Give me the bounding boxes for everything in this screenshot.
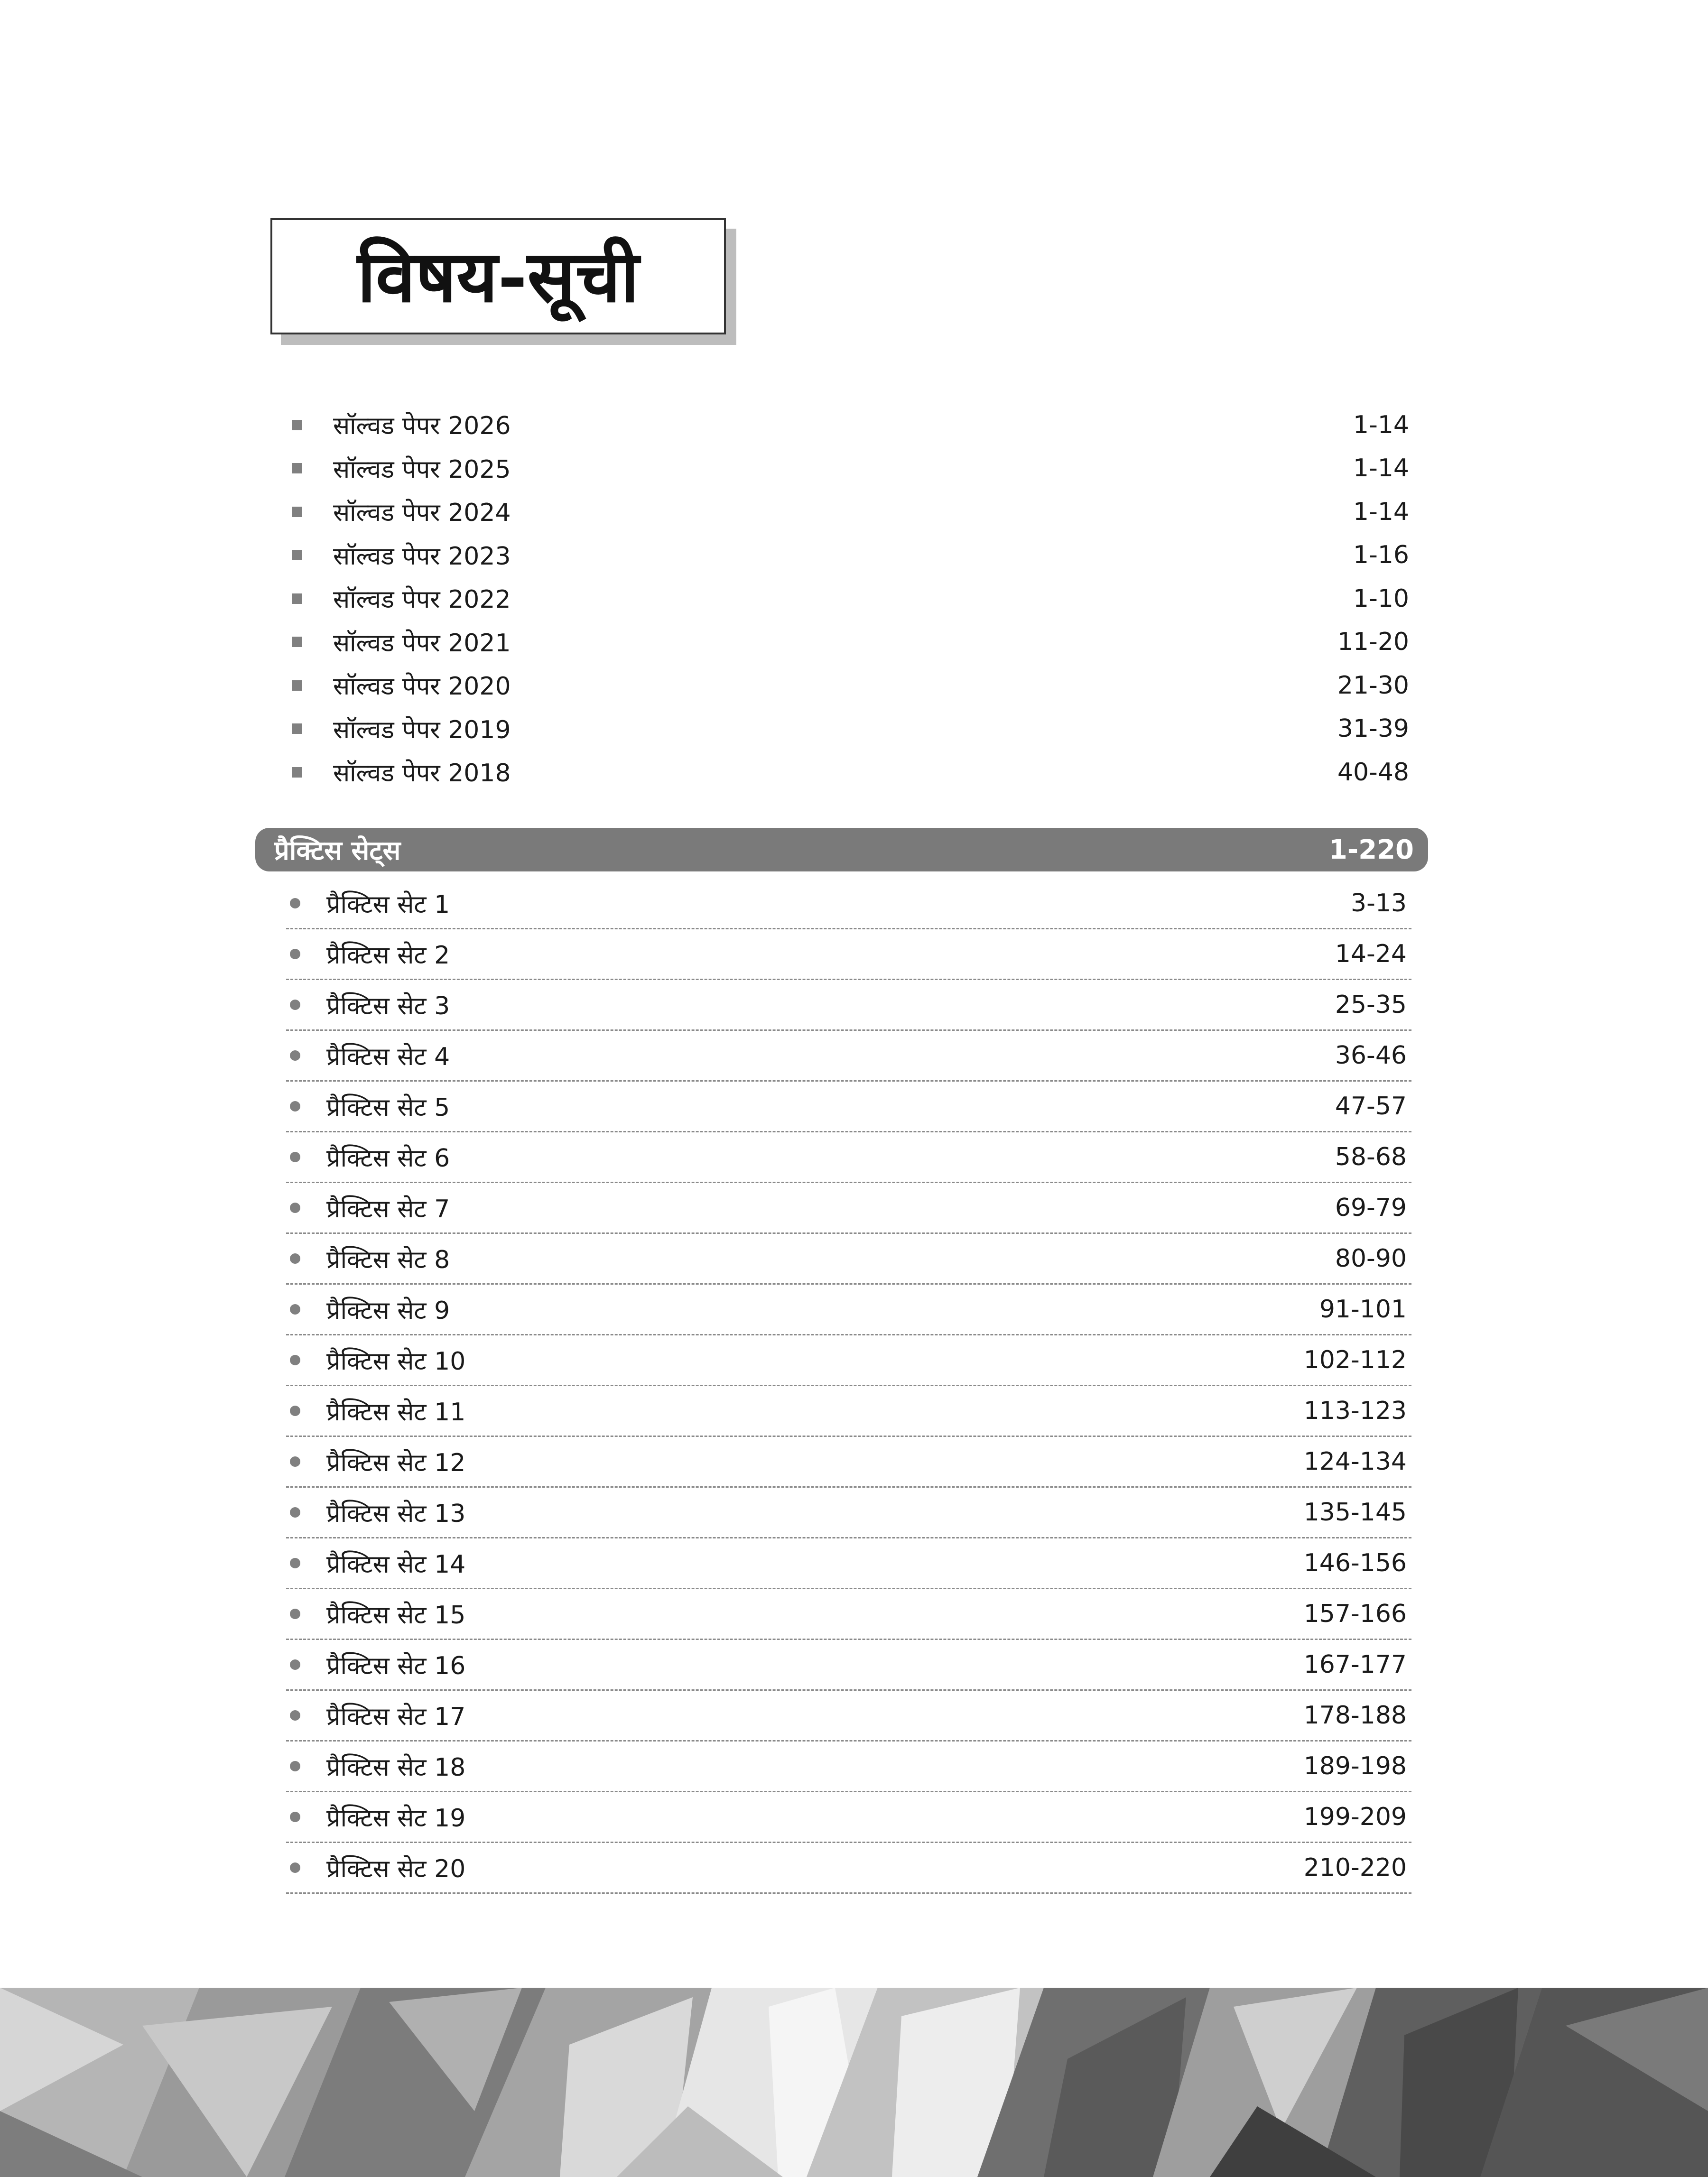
list-item[interactable]: [286, 1843, 1411, 1894]
list-item[interactable]: [285, 403, 1414, 447]
page-title: विषय-सूची: [357, 234, 639, 318]
item-pages: 91-101: [1319, 1295, 1407, 1324]
list-item[interactable]: [285, 447, 1414, 491]
item-pages: 189-198: [1303, 1752, 1407, 1780]
practice-sets-section-header[interactable]: [255, 828, 1428, 871]
circle-bullet-icon: [290, 1253, 300, 1264]
list-item[interactable]: [286, 1234, 1411, 1285]
circle-bullet-icon: [290, 1558, 300, 1568]
item-label: सॉल्वड पेपर 2023: [333, 542, 511, 571]
item-label: प्रैक्टिस सेट 12: [326, 1448, 466, 1477]
item-pages: 178-188: [1303, 1701, 1407, 1730]
square-bullet-icon: [292, 507, 302, 517]
square-bullet-icon: [292, 420, 302, 430]
item-pages: 14-24: [1335, 940, 1407, 968]
circle-bullet-icon: [290, 1152, 300, 1162]
item-label: प्रैक्टिस सेट 4: [326, 1042, 450, 1071]
item-label: प्रैक्टिस सेट 8: [326, 1245, 450, 1274]
square-bullet-icon: [292, 463, 302, 473]
list-item[interactable]: [285, 577, 1414, 621]
list-item[interactable]: [285, 707, 1414, 751]
square-bullet-icon: [292, 637, 302, 647]
item-label: प्रैक्टिस सेट 10: [326, 1347, 466, 1376]
item-pages: 146-156: [1303, 1549, 1407, 1577]
item-pages: 102-112: [1303, 1346, 1407, 1374]
item-label: सॉल्वड पेपर 2021: [333, 629, 511, 658]
list-item[interactable]: [285, 490, 1414, 534]
list-item[interactable]: [286, 1285, 1411, 1335]
item-pages: 124-134: [1303, 1447, 1407, 1476]
list-item[interactable]: [286, 1031, 1411, 1082]
circle-bullet-icon: [290, 1812, 300, 1822]
page-title-box: [270, 218, 726, 334]
item-pages: 3-13: [1350, 889, 1407, 917]
list-item[interactable]: [286, 1691, 1411, 1742]
square-bullet-icon: [292, 680, 302, 691]
item-label: प्रैक्टिस सेट 14: [326, 1550, 466, 1579]
item-label: प्रैक्टिस सेट 2: [326, 941, 450, 970]
list-item[interactable]: [286, 1082, 1411, 1132]
circle-bullet-icon: [290, 1355, 300, 1365]
square-bullet-icon: [292, 550, 302, 560]
item-pages: 58-68: [1335, 1143, 1407, 1171]
list-item[interactable]: [286, 1132, 1411, 1183]
square-bullet-icon: [292, 723, 302, 734]
item-pages: 1-14: [1353, 454, 1409, 483]
item-label: प्रैक्टिस सेट 20: [326, 1854, 466, 1883]
list-item[interactable]: [286, 1386, 1411, 1437]
circle-bullet-icon: [290, 1050, 300, 1061]
item-pages: 80-90: [1335, 1244, 1407, 1273]
circle-bullet-icon: [290, 949, 300, 959]
item-pages: 25-35: [1335, 991, 1407, 1019]
list-item[interactable]: [286, 879, 1411, 929]
square-bullet-icon: [292, 767, 302, 778]
item-label: प्रैक्टिस सेट 1: [326, 890, 450, 919]
item-label: सॉल्वड पेपर 2022: [333, 585, 511, 614]
item-label: प्रैक्टिस सेट 11: [326, 1398, 466, 1427]
item-label: प्रैक्टिस सेट 17: [326, 1702, 466, 1731]
section-pages: 1-220: [1328, 834, 1414, 865]
circle-bullet-icon: [290, 1862, 300, 1873]
item-label: प्रैक्टिस सेट 3: [326, 991, 450, 1020]
list-item[interactable]: [285, 621, 1414, 664]
practice-sets-list: [286, 879, 1411, 1894]
item-pages: 36-46: [1335, 1041, 1407, 1070]
list-item[interactable]: [286, 1335, 1411, 1386]
list-item[interactable]: [285, 534, 1414, 577]
circle-bullet-icon: [290, 1761, 300, 1771]
circle-bullet-icon: [290, 1659, 300, 1670]
circle-bullet-icon: [290, 1609, 300, 1619]
item-label: सॉल्वड पेपर 2020: [333, 672, 511, 701]
circle-bullet-icon: [290, 1507, 300, 1518]
item-label: सॉल्वड पेपर 2019: [333, 715, 511, 744]
item-pages: 1-16: [1353, 541, 1409, 570]
list-item[interactable]: [286, 1538, 1411, 1589]
item-pages: 47-57: [1335, 1092, 1407, 1121]
list-item[interactable]: [285, 664, 1414, 707]
item-pages: 135-145: [1303, 1498, 1407, 1527]
item-label: प्रैक्टिस सेट 7: [326, 1195, 450, 1223]
item-pages: 199-209: [1303, 1803, 1407, 1831]
item-pages: 157-166: [1303, 1600, 1407, 1628]
square-bullet-icon: [292, 593, 302, 604]
item-pages: 1-10: [1353, 584, 1409, 613]
item-pages: 11-20: [1337, 628, 1409, 657]
list-item[interactable]: [286, 1640, 1411, 1691]
decorative-polygon-banner: [0, 1988, 1708, 2177]
circle-bullet-icon: [290, 1456, 300, 1467]
item-pages: 1-14: [1353, 497, 1409, 526]
circle-bullet-icon: [290, 1406, 300, 1416]
item-label: प्रैक्टिस सेट 5: [326, 1093, 450, 1122]
item-label: सॉल्वड पेपर 2018: [333, 759, 511, 788]
item-label: प्रैक्टिस सेट 18: [326, 1753, 466, 1782]
list-item[interactable]: [286, 1792, 1411, 1843]
list-item[interactable]: [286, 980, 1411, 1031]
item-label: प्रैक्टिस सेट 16: [326, 1651, 466, 1680]
item-pages: 1-14: [1353, 410, 1409, 439]
item-pages: 167-177: [1303, 1650, 1407, 1679]
circle-bullet-icon: [290, 898, 300, 908]
circle-bullet-icon: [290, 1000, 300, 1010]
circle-bullet-icon: [290, 1203, 300, 1213]
list-item[interactable]: [286, 1437, 1411, 1488]
item-label: प्रैक्टिस सेट 13: [326, 1499, 466, 1528]
item-pages: 69-79: [1335, 1194, 1407, 1222]
solved-papers-list: [285, 403, 1414, 794]
list-item[interactable]: [286, 1488, 1411, 1538]
item-label: प्रैक्टिस सेट 6: [326, 1144, 450, 1173]
list-item[interactable]: [286, 1742, 1411, 1792]
item-pages: 113-123: [1303, 1397, 1407, 1425]
item-label: सॉल्वड पेपर 2025: [333, 455, 511, 484]
item-pages: 31-39: [1337, 714, 1409, 743]
item-pages: 40-48: [1337, 758, 1409, 787]
item-label: सॉल्वड पेपर 2026: [333, 412, 511, 441]
item-label: प्रैक्टिस सेट 19: [326, 1804, 466, 1833]
circle-bullet-icon: [290, 1304, 300, 1315]
list-item[interactable]: [286, 1183, 1411, 1234]
item-label: प्रैक्टिस सेट 9: [326, 1296, 450, 1325]
list-item[interactable]: [286, 1589, 1411, 1640]
circle-bullet-icon: [290, 1101, 300, 1112]
section-title: प्रैक्टिस सेट्स: [274, 835, 401, 866]
item-label: सॉल्वड पेपर 2024: [333, 499, 511, 528]
item-label: प्रैक्टिस सेट 15: [326, 1601, 466, 1630]
circle-bullet-icon: [290, 1710, 300, 1721]
list-item[interactable]: [286, 929, 1411, 980]
item-pages: 210-220: [1303, 1853, 1407, 1882]
list-item[interactable]: [285, 750, 1414, 794]
item-pages: 21-30: [1337, 671, 1409, 700]
